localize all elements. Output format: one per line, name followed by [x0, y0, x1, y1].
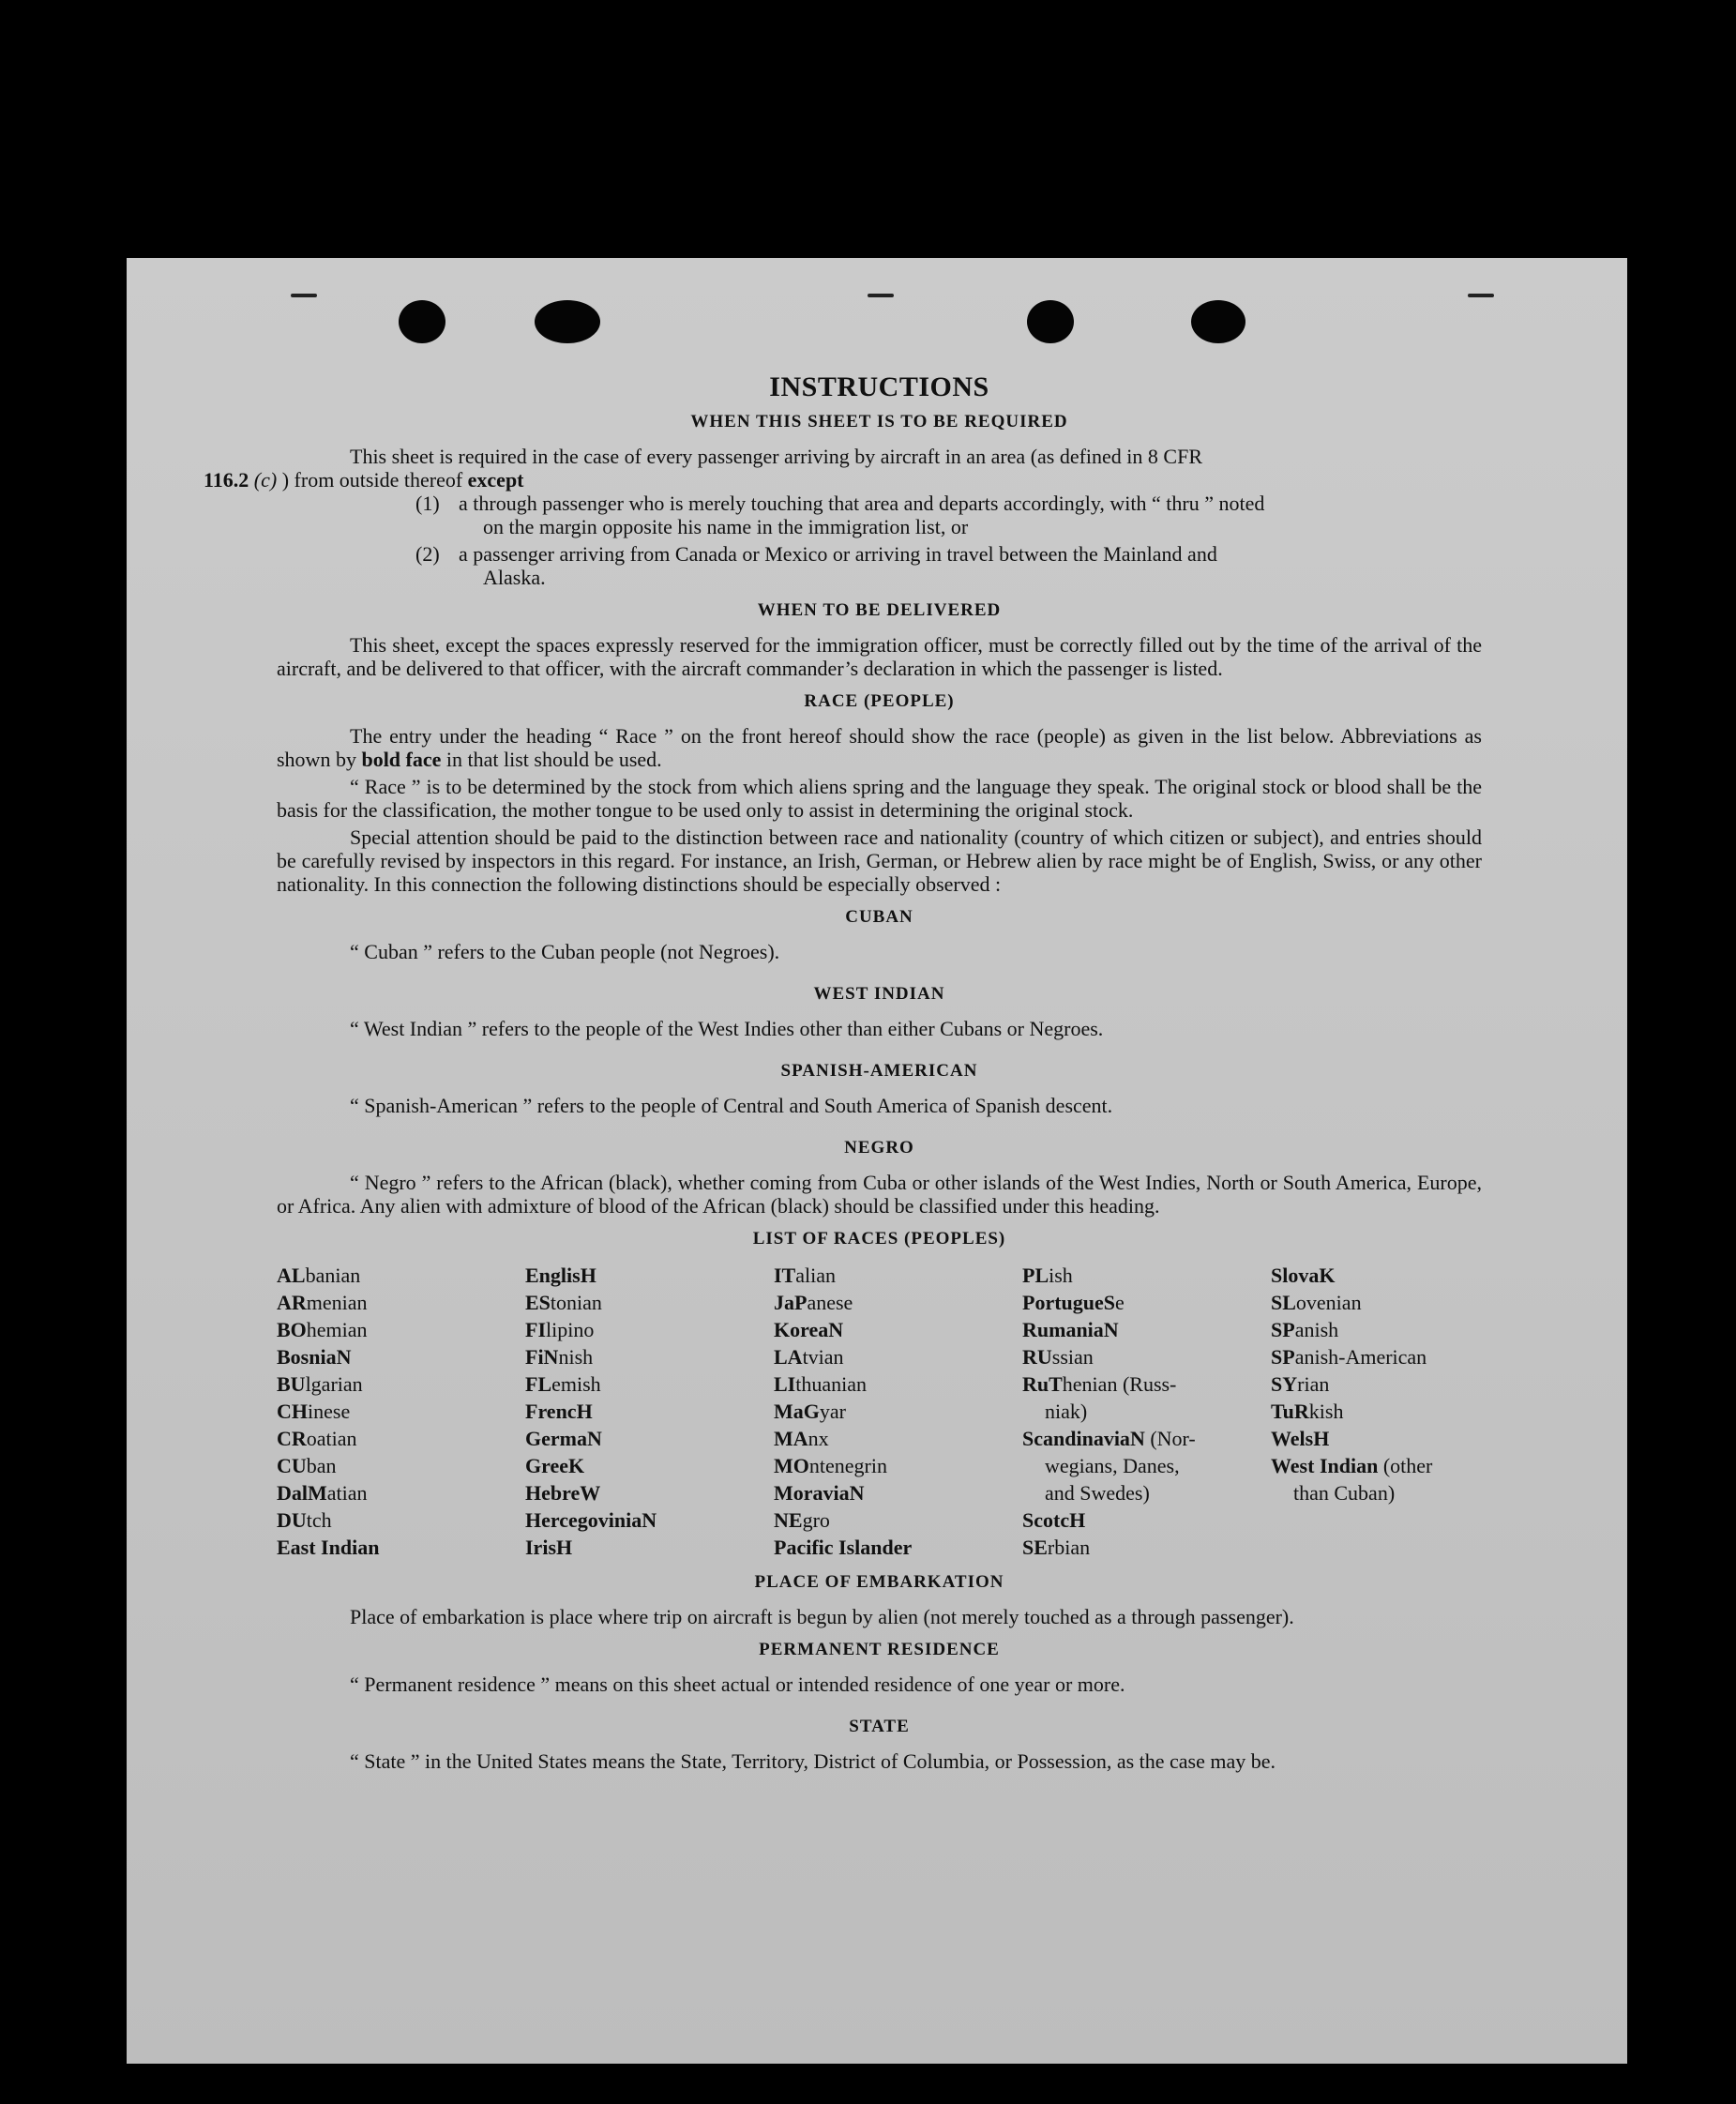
- race-entry: [525, 1370, 774, 1398]
- when-delivered-text: This sheet, except the spaces expressly reserved for the immigration officer, must be correctly filled out by the time of the arrival of the aircraft, and be delivered to that officer, with the aircraft commander’s declaration in which the passenger is listed.: [277, 633, 1482, 680]
- race-entry: [774, 1398, 1022, 1425]
- section-heading-when-delivered: WHEN TO BE DELIVERED: [757, 600, 1002, 620]
- race-entry: [774, 1289, 1022, 1316]
- race-text: rian: [1297, 1372, 1330, 1396]
- spanish-american-text: “ Spanish-American ” refers to the people of Central and South America of Spanish descent.: [350, 1094, 1113, 1117]
- race-entry: [1271, 1262, 1482, 1289]
- race-abbreviation: H: [556, 1536, 573, 1559]
- item-text-line: a through passenger who is merely touching that area and departs accordingly, with “ thru ” noted: [459, 492, 1265, 515]
- race-text: thuanian: [795, 1372, 868, 1396]
- race-paragraph-1: [277, 724, 1482, 771]
- race-abbreviation: NE: [774, 1508, 803, 1532]
- race-entry: [1022, 1289, 1271, 1316]
- race-entry: [1271, 1452, 1482, 1506]
- races-column: [277, 1262, 525, 1561]
- item-text: [459, 542, 1482, 589]
- race-abbreviation: N: [642, 1508, 657, 1532]
- race-abbreviation: FI: [525, 1318, 546, 1341]
- race-text: ban: [306, 1454, 337, 1477]
- race-text: atian: [326, 1481, 368, 1505]
- cfr-number: 116.2: [204, 468, 254, 492]
- race-abbreviation: Bosnia: [277, 1345, 337, 1369]
- race-text: henian (Russ-: [1062, 1372, 1177, 1396]
- race-abbreviation: W: [580, 1481, 601, 1505]
- race-text: ovenian: [1295, 1291, 1362, 1314]
- race-abbreviation: Slova: [1271, 1264, 1320, 1287]
- section-heading-negro: NEGRO: [844, 1138, 914, 1158]
- document-sheet: [127, 258, 1627, 2064]
- race-abbreviation: BO: [277, 1318, 307, 1341]
- race-entry: [774, 1316, 1022, 1343]
- race-abbreviation: Dal: [277, 1481, 308, 1505]
- race-abbreviation: Germa: [525, 1427, 587, 1450]
- race-text: tvian: [802, 1345, 844, 1369]
- race-abbreviation: N: [1103, 1318, 1119, 1341]
- race-abbreviation: K: [568, 1454, 585, 1477]
- race-abbreviation: SY: [1271, 1372, 1298, 1396]
- item-text-line: a passenger arriving from Canada or Mexico or arriving in travel between the Mainland and: [459, 542, 1217, 566]
- race-text-continued: niak): [1045, 1400, 1088, 1423]
- race-entry: [277, 1343, 525, 1370]
- except-word: except: [467, 468, 524, 492]
- race-abbreviation: N: [828, 1318, 844, 1341]
- punch-hole: [1027, 300, 1074, 343]
- race-p1-text: in that list should be used.: [441, 748, 662, 771]
- punch-hole: [535, 300, 600, 343]
- race-entry: [1022, 1262, 1271, 1289]
- race-text: nish: [558, 1345, 594, 1369]
- race-text: tonian: [550, 1291, 602, 1314]
- race-text: kish: [1308, 1400, 1344, 1423]
- race-paragraph-3: Special attention should be paid to the distinction between race and nationality (country of which citizen or subject), and entries should be carefully revised by inspectors in this regard. For instance, an Irish, German, or Hebrew alien by race might be of English, Swiss, or any other nationality. In this connection the following distinctions should be especially observed :: [277, 825, 1482, 896]
- race-abbreviation: FiN: [525, 1345, 559, 1369]
- race-text: anish-American: [1294, 1345, 1427, 1369]
- races-list: [277, 1262, 1482, 1561]
- race-entry: [1271, 1398, 1482, 1425]
- race-abbreviation: Gree: [525, 1454, 569, 1477]
- exception-item-1: [277, 492, 1482, 538]
- race-entry: [1022, 1506, 1271, 1534]
- race-abbreviation: Hebre: [525, 1481, 581, 1505]
- race-abbreviation: N: [849, 1481, 865, 1505]
- race-entry: [277, 1479, 525, 1506]
- race-entry: [525, 1398, 774, 1425]
- race-abbreviation: MO: [774, 1454, 809, 1477]
- binder-mark: [1468, 294, 1494, 297]
- race-abbreviation: Rumania: [1022, 1318, 1104, 1341]
- race-abbreviation: Scotc: [1022, 1508, 1070, 1532]
- embarkation-text: Place of embarkation is place where trip on aircraft is begun by alien (not merely touched as a through passenger).: [350, 1605, 1294, 1628]
- race-text: e: [1115, 1291, 1125, 1314]
- race-abbreviation: BU: [277, 1372, 306, 1396]
- race-text-continued: wegians, Danes,: [1045, 1454, 1180, 1477]
- race-abbreviation: H: [580, 1264, 596, 1287]
- race-text-continued: and Swedes): [1045, 1481, 1150, 1505]
- when-required-intro: [204, 445, 1482, 492]
- race-text: yar: [819, 1400, 846, 1423]
- race-abbreviation: SP: [1271, 1345, 1295, 1369]
- race-entry: [277, 1534, 525, 1561]
- race-abbreviation: Korea: [774, 1318, 829, 1341]
- punch-hole: [1191, 300, 1245, 343]
- race-abbreviation: M: [308, 1481, 327, 1505]
- race-entry: [1271, 1370, 1482, 1398]
- race-abbreviation: Pacific Islander: [774, 1536, 913, 1559]
- race-text: anese: [807, 1291, 853, 1314]
- race-entry: [1022, 1316, 1271, 1343]
- race-entry: [277, 1289, 525, 1316]
- race-abbreviation: H: [576, 1400, 593, 1423]
- item-text-line: on the margin opposite his name in the immigration list, or: [483, 515, 969, 538]
- race-abbreviation: N: [336, 1345, 352, 1369]
- race-entry: [525, 1534, 774, 1561]
- race-abbreviation: Moravia: [774, 1481, 850, 1505]
- race-abbreviation: ES: [525, 1291, 551, 1314]
- cuban-text: “ Cuban ” refers to the Cuban people (not Negroes).: [350, 940, 780, 963]
- race-abbreviation: IT: [774, 1264, 796, 1287]
- race-abbreviation: TuR: [1271, 1400, 1309, 1423]
- race-abbreviation: Englis: [525, 1264, 581, 1287]
- race-abbreviation: H: [1069, 1508, 1086, 1532]
- race-text: anish: [1294, 1318, 1339, 1341]
- race-entry: [277, 1370, 525, 1398]
- section-heading-spanish-american: SPANISH-AMERICAN: [780, 1061, 978, 1081]
- races-column: [525, 1262, 774, 1561]
- race-paragraph-2: “ Race ” is to be determined by the stock from which aliens spring and the language they speak. The original stock or blood shall be the basis for the classification, the mother tongue to be used only to assist in determining the original stock.: [277, 775, 1482, 822]
- race-text: nx: [808, 1427, 829, 1450]
- race-entry: [525, 1506, 774, 1534]
- binder-mark: [291, 294, 317, 297]
- intro-text: ) from outside thereof: [277, 468, 468, 492]
- item-number: (1): [415, 492, 440, 515]
- race-text-continued: than Cuban): [1293, 1481, 1396, 1505]
- item-text-line: Alaska.: [483, 566, 546, 589]
- item-text: [459, 492, 1482, 538]
- race-text: banian: [305, 1264, 361, 1287]
- race-entry: [525, 1425, 774, 1452]
- state-text: “ State ” in the United States means the State, Territory, District of Columbia, or Possession, as the case may be.: [350, 1749, 1276, 1773]
- race-entry: [277, 1506, 525, 1534]
- race-text: ish: [1049, 1264, 1073, 1287]
- races-column: [774, 1262, 1022, 1561]
- race-entry: [1271, 1343, 1482, 1370]
- race-abbreviation: N: [1129, 1427, 1145, 1450]
- race-abbreviation: Wels: [1271, 1427, 1314, 1450]
- race-entry: [1022, 1343, 1271, 1370]
- page-title: INSTRUCTIONS: [769, 371, 989, 402]
- race-entry: [1022, 1534, 1271, 1561]
- race-entry: [1271, 1425, 1482, 1452]
- race-entry: [525, 1316, 774, 1343]
- race-entry: [277, 1398, 525, 1425]
- race-text: (other: [1378, 1454, 1433, 1477]
- race-abbreviation: AR: [277, 1291, 307, 1314]
- race-abbreviation: Iris: [525, 1536, 556, 1559]
- races-column: [1022, 1262, 1271, 1561]
- bold-face-term: bold face: [361, 748, 442, 771]
- race-abbreviation: LI: [774, 1372, 796, 1396]
- race-entry: [774, 1534, 1022, 1561]
- race-text: ntenegrin: [808, 1454, 887, 1477]
- race-abbreviation: West Indian: [1271, 1454, 1379, 1477]
- section-heading-list-of-races: LIST OF RACES (PEOPLES): [752, 1229, 1006, 1249]
- race-entry: [525, 1479, 774, 1506]
- race-entry: [277, 1316, 525, 1343]
- race-entry: [774, 1452, 1022, 1479]
- race-abbreviation: Frenc: [525, 1400, 577, 1423]
- race-abbreviation: East Indian: [277, 1536, 380, 1559]
- west-indian-text: “ West Indian ” refers to the people of the West Indies other than either Cubans or Negroes.: [350, 1017, 1104, 1040]
- race-abbreviation: CU: [277, 1454, 307, 1477]
- race-abbreviation: CH: [277, 1400, 308, 1423]
- race-abbreviation: SP: [1271, 1318, 1295, 1341]
- race-text: lipino: [546, 1318, 595, 1341]
- race-entry: [774, 1479, 1022, 1506]
- race-abbreviation: Hercegovinia: [525, 1508, 642, 1532]
- race-entry: [525, 1343, 774, 1370]
- race-abbreviation: CR: [277, 1427, 307, 1450]
- race-abbreviation: FL: [525, 1372, 552, 1396]
- race-abbreviation: DU: [277, 1508, 307, 1532]
- race-abbreviation: Scandinavia: [1022, 1427, 1130, 1450]
- race-entry: [525, 1452, 774, 1479]
- punch-hole: [399, 300, 445, 343]
- section-heading-west-indian: WEST INDIAN: [813, 984, 945, 1004]
- race-abbreviation: Portugue: [1022, 1291, 1104, 1314]
- race-abbreviation: RuT: [1022, 1372, 1063, 1396]
- race-abbreviation: LA: [774, 1345, 803, 1369]
- race-abbreviation: SE: [1022, 1536, 1048, 1559]
- section-heading-race: RACE (PEOPLE): [804, 691, 955, 711]
- race-entry: [1022, 1370, 1271, 1425]
- race-text: lgarian: [305, 1372, 363, 1396]
- race-abbreviation: H: [1313, 1427, 1330, 1450]
- race-abbreviation: AL: [277, 1264, 306, 1287]
- race-text: rbian: [1047, 1536, 1091, 1559]
- race-abbreviation: MaG: [774, 1400, 820, 1423]
- race-text: emish: [551, 1372, 601, 1396]
- race-entry: [277, 1262, 525, 1289]
- race-text: tch: [306, 1508, 332, 1532]
- section-heading-when-required: WHEN THIS SHEET IS TO BE REQUIRED: [690, 412, 1068, 431]
- race-text: hemian: [306, 1318, 368, 1341]
- race-entry: [1271, 1289, 1482, 1316]
- binder-mark: [868, 294, 894, 297]
- race-abbreviation: PL: [1022, 1264, 1049, 1287]
- race-entry: [774, 1262, 1022, 1289]
- instructions-content: [204, 371, 1482, 1773]
- races-column: [1271, 1262, 1482, 1561]
- race-entry: [774, 1506, 1022, 1534]
- race-text: menian: [306, 1291, 368, 1314]
- item-number: (2): [415, 542, 440, 566]
- race-p1-text: The entry under the heading “ Race ” on the front hereof should show the race (people) as given in the list below. Abbreviations as shown by: [277, 724, 1482, 771]
- section-heading-residence: PERMANENT RESIDENCE: [759, 1640, 1000, 1659]
- race-text: ssian: [1051, 1345, 1094, 1369]
- race-abbreviation: MA: [774, 1427, 808, 1450]
- race-entry: [1271, 1316, 1482, 1343]
- residence-text: “ Permanent residence ” means on this sheet actual or intended residence of one year or more.: [350, 1673, 1125, 1696]
- race-entry: [774, 1425, 1022, 1452]
- race-abbreviation: S: [1103, 1291, 1116, 1314]
- race-entry: [277, 1452, 525, 1479]
- exception-item-2: [277, 542, 1482, 589]
- intro-line-2: [204, 468, 1482, 492]
- race-abbreviation: RU: [1022, 1345, 1052, 1369]
- race-abbreviation: JaP: [774, 1291, 808, 1314]
- cfr-subsection: (c): [253, 468, 278, 492]
- race-text: (Nor-: [1144, 1427, 1196, 1450]
- race-text: alian: [795, 1264, 837, 1287]
- negro-text: “ Negro ” refers to the African (black), whether coming from Cuba or other islands of the West Indies, North or South America, Europe, or Africa. Any alien with admixture of blood of the African (black) should be classified under this heading.: [277, 1171, 1482, 1218]
- race-entry: [277, 1425, 525, 1452]
- race-text: gro: [802, 1508, 830, 1532]
- section-heading-cuban: CUBAN: [845, 907, 913, 927]
- race-entry: [525, 1262, 774, 1289]
- race-abbreviation: N: [586, 1427, 602, 1450]
- race-entry: [1022, 1425, 1271, 1506]
- intro-line-1: This sheet is required in the case of every passenger arriving by aircraft in an area (as defined in 8 CFR: [350, 445, 1203, 468]
- section-heading-state: STATE: [849, 1717, 910, 1736]
- race-entry: [525, 1289, 774, 1316]
- race-text: oatian: [306, 1427, 357, 1450]
- race-abbreviation: K: [1319, 1264, 1336, 1287]
- section-heading-embarkation: PLACE OF EMBARKATION: [754, 1572, 1004, 1592]
- race-entry: [774, 1370, 1022, 1398]
- race-entry: [774, 1343, 1022, 1370]
- race-abbreviation: SL: [1271, 1291, 1296, 1314]
- race-text: inese: [308, 1400, 351, 1423]
